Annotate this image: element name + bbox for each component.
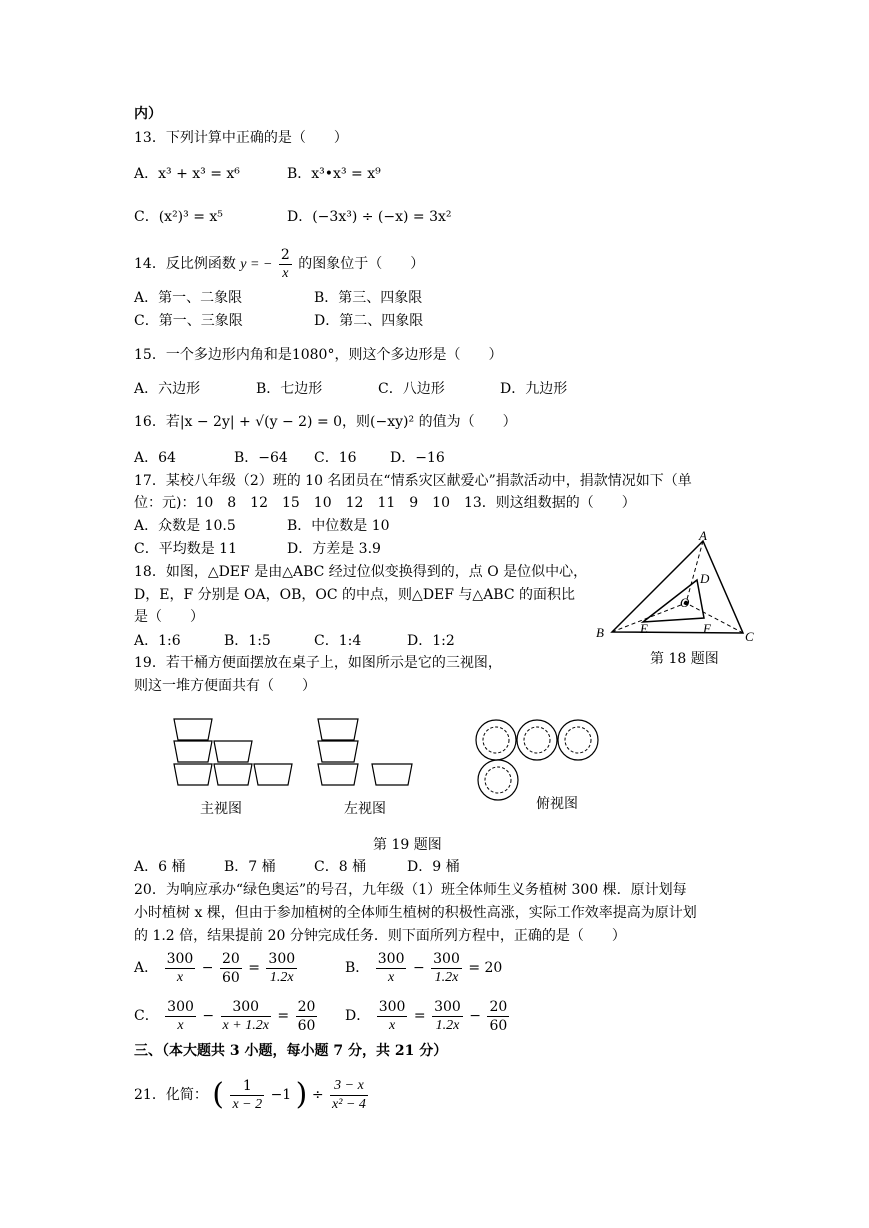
q15-option-b: B．七边形 bbox=[256, 381, 323, 397]
q21-stem: 21．化简： bbox=[134, 1087, 208, 1103]
q18-option-b: B．1:5 bbox=[224, 633, 271, 649]
q20-option-d bbox=[345, 994, 511, 1038]
q14-option-d: D．第二、四象限 bbox=[314, 313, 424, 329]
numerator: 20 bbox=[221, 950, 240, 967]
q19-option-c: C．8 桶 bbox=[314, 859, 367, 875]
q20-c-label: C． bbox=[134, 1008, 159, 1024]
denominator: 60 bbox=[489, 1017, 508, 1034]
minus-sign: − bbox=[469, 1008, 481, 1024]
left-paren: ( bbox=[212, 1077, 224, 1112]
q20-c-fraction-3 bbox=[296, 998, 318, 1035]
q20-a-fraction-2 bbox=[220, 950, 242, 987]
bowl-front-3 bbox=[214, 741, 252, 762]
numerator: 1 bbox=[230, 1077, 264, 1096]
q15-option-a: A．六边形 bbox=[134, 381, 201, 397]
numerator: 300 bbox=[377, 950, 405, 967]
front-view-label: 主视图 bbox=[200, 801, 242, 817]
denominator: 1.2x bbox=[435, 1017, 460, 1033]
top-circle-3 bbox=[558, 720, 598, 760]
top-circle-4-inner bbox=[485, 767, 511, 793]
top-circle-2-inner bbox=[524, 727, 550, 753]
q16-stem: 16．若|x − 2y| + √(y − 2) = 0，则(−xy)² 的值为（ ） bbox=[134, 414, 517, 430]
left-view-label: 左视图 bbox=[344, 801, 386, 817]
q14-stem-suffix: 的图象位于（ ） bbox=[298, 256, 425, 272]
left-view-figure bbox=[316, 716, 416, 791]
q20-d-fraction-1 bbox=[377, 998, 408, 1035]
label-c: C bbox=[745, 629, 754, 644]
label-b: B bbox=[596, 625, 604, 640]
q20-option-a bbox=[134, 946, 299, 990]
q20-d-label: D． bbox=[345, 1008, 371, 1024]
numerator: 300 bbox=[378, 998, 406, 1015]
label-d: D bbox=[700, 571, 710, 586]
q20-option-c bbox=[134, 994, 319, 1038]
q14-function-lhs: y = − bbox=[240, 257, 273, 272]
q18-option-d: D．1:2 bbox=[407, 633, 455, 649]
q20-b-fraction-1 bbox=[376, 950, 407, 987]
q20-a-label: A． bbox=[134, 960, 159, 976]
section-3-heading: 三、（本大题共 3 小题，每小题 7 分，共 21 分） bbox=[134, 1043, 448, 1059]
q19-line2: 则这一堆方便面共有（ ） bbox=[134, 678, 316, 694]
top-view-figure bbox=[472, 716, 604, 804]
bowl-left-1 bbox=[318, 719, 358, 740]
q14-option-a: A．第一、二象限 bbox=[134, 290, 243, 306]
q16-option-a: A．64 bbox=[134, 450, 176, 466]
minus-sign: − bbox=[202, 1008, 215, 1024]
q20-b-fraction-2 bbox=[431, 950, 462, 987]
bowl-front-5 bbox=[214, 764, 252, 785]
q19-figure-caption: 第 19 题图 bbox=[373, 837, 442, 853]
q18-line3: 是（ ） bbox=[134, 609, 204, 625]
front-view-figure bbox=[172, 716, 297, 791]
q17-line2: 位：元)：10 8 12 15 10 12 11 9 10 13．则这组数据的（ ） bbox=[134, 495, 636, 511]
numerator: 300 bbox=[433, 950, 460, 967]
q17-option-d: D．方差是 3.9 bbox=[287, 541, 381, 557]
q20-line1: 20．为响应承办“绿色奥运”的号召，九年级（1）班全体师生义务植树 300 棵．原计划每 bbox=[134, 882, 687, 898]
q18-triangle-figure bbox=[590, 525, 760, 650]
q15-option-d: D．九边形 bbox=[500, 381, 568, 397]
numerator: 3 − x bbox=[330, 1077, 368, 1096]
denominator: x bbox=[177, 1017, 184, 1033]
triangle-def bbox=[643, 580, 704, 622]
q14-option-b: B．第三、四象限 bbox=[314, 290, 423, 306]
denominator: x² − 4 bbox=[332, 1096, 366, 1112]
q14-fraction-numerator: 2 bbox=[280, 246, 290, 263]
right-paren: ) bbox=[295, 1077, 308, 1112]
label-e: E bbox=[640, 621, 648, 636]
equals-twenty: = 20 bbox=[468, 960, 503, 976]
q21-fraction-1 bbox=[230, 1077, 264, 1114]
q20-d-fraction-3 bbox=[487, 998, 509, 1035]
denominator: 60 bbox=[221, 969, 240, 986]
q19-line1: 19．若干桶方便面摆放在桌子上，如图所示是它的三视图， bbox=[134, 655, 502, 671]
denominator: x + 1.2x bbox=[222, 1017, 269, 1033]
q19-option-a: A．6 桶 bbox=[134, 859, 186, 875]
q16-option-d: D．−16 bbox=[390, 450, 445, 466]
denominator: x bbox=[388, 969, 395, 985]
q13-option-d: D．(−3x³) ÷ (−x) = 3x² bbox=[287, 209, 452, 225]
q13-option-c: C．(x²)³ = x⁵ bbox=[134, 209, 223, 225]
numerator: 300 bbox=[434, 998, 461, 1015]
section-heading-tail: 内） bbox=[134, 106, 162, 122]
q17-option-a: A．众数是 10.5 bbox=[134, 518, 236, 534]
denominator: x bbox=[388, 1017, 396, 1033]
denominator: 1.2x bbox=[269, 969, 294, 985]
q14-stem bbox=[134, 244, 424, 285]
label-f: F bbox=[703, 621, 711, 636]
denominator: 60 bbox=[297, 1017, 316, 1034]
q20-d-fraction-2 bbox=[432, 998, 463, 1035]
top-view-label: 俯视图 bbox=[536, 796, 578, 812]
q21-expression bbox=[134, 1070, 370, 1120]
top-circle-1-inner bbox=[483, 727, 509, 753]
denominator: 1.2x bbox=[434, 969, 459, 985]
q14-fraction-denominator: x bbox=[282, 265, 289, 281]
q13-stem: 13．下列计算中正确的是（ ） bbox=[134, 130, 348, 146]
denominator: x − 2 bbox=[232, 1096, 263, 1112]
q14-stem-prefix: 14．反比例函数 bbox=[134, 256, 236, 272]
q19-option-b: B．7 桶 bbox=[224, 859, 276, 875]
q20-line3: 的 1.2 倍，结果提前 20 分钟完成任务．则下面所列方程中，正确的是（ ） bbox=[134, 928, 626, 944]
divide-sign: ÷ bbox=[311, 1087, 324, 1103]
q18-line2: D，E，F 分别是 OA，OB，OC 的中点，则△DEF 与△ABC 的面积比 bbox=[134, 587, 576, 603]
denominator: x bbox=[176, 969, 184, 985]
bowl-front-2 bbox=[174, 741, 212, 762]
q15-stem: 15．一个多边形内角和是1080°，则这个多边形是（ ） bbox=[134, 347, 503, 363]
q14-option-c: C．第一、三象限 bbox=[134, 313, 243, 329]
equals-sign: = bbox=[248, 960, 260, 976]
bowl-left-2 bbox=[318, 741, 358, 762]
bowl-front-1 bbox=[174, 719, 212, 740]
equals-sign: = bbox=[277, 1008, 290, 1024]
bowl-front-4 bbox=[174, 764, 212, 785]
top-circle-4 bbox=[478, 760, 518, 800]
q20-c-fraction-2 bbox=[221, 998, 271, 1035]
q13-option-a: A．x³ + x³ = x⁶ bbox=[134, 166, 240, 182]
q18-option-a: A．1:6 bbox=[134, 633, 181, 649]
numerator: 20 bbox=[489, 998, 508, 1015]
q17-option-b: B．中位数是 10 bbox=[287, 518, 390, 534]
minus-one: −1 bbox=[270, 1087, 292, 1103]
q16-option-b: B．−64 bbox=[234, 450, 288, 466]
q20-c-fraction-1 bbox=[165, 998, 196, 1035]
equals-sign: = bbox=[413, 1008, 426, 1024]
q20-a-fraction-1 bbox=[165, 950, 196, 987]
numerator: 300 bbox=[221, 998, 271, 1017]
numerator: 300 bbox=[268, 950, 296, 967]
q17-line1: 17．某校八年级（2）班的 10 名团员在“情系灾区献爱心”捐款活动中，捐款情况如下（单 bbox=[134, 473, 692, 489]
q13-option-b: B．x³•x³ = x⁹ bbox=[287, 166, 381, 182]
label-a: A bbox=[699, 528, 707, 543]
q14-fraction bbox=[279, 246, 292, 283]
q17-option-c: C．平均数是 11 bbox=[134, 541, 237, 557]
q18-line1: 18．如图，△DEF 是由△ABC 经过位似变换得到的，点 O 是位似中心， bbox=[134, 564, 588, 580]
bowl-front-6 bbox=[254, 764, 292, 785]
q18-option-c: C．1:4 bbox=[314, 633, 362, 649]
q20-option-b bbox=[345, 946, 502, 990]
q21-fraction-2 bbox=[330, 1077, 368, 1114]
q15-option-c: C．八边形 bbox=[378, 381, 445, 397]
q20-line2: 小时植树 x 棵，但由于参加植树的全体师生植树的积极性高涨，实际工作效率提高为原计划 bbox=[134, 905, 697, 921]
top-circle-1 bbox=[476, 720, 516, 760]
minus-sign: − bbox=[201, 960, 214, 976]
top-circle-2 bbox=[517, 720, 557, 760]
numerator: 300 bbox=[167, 998, 194, 1015]
q20-a-fraction-3 bbox=[266, 950, 297, 987]
q19-option-d: D．9 桶 bbox=[407, 859, 460, 875]
label-o: O bbox=[680, 595, 690, 610]
q18-figure-caption: 第 18 题图 bbox=[650, 651, 719, 667]
numerator: 20 bbox=[297, 998, 316, 1015]
numerator: 300 bbox=[166, 950, 194, 967]
bowl-left-4 bbox=[372, 764, 412, 785]
minus-sign: − bbox=[412, 960, 425, 976]
top-circle-3-inner bbox=[565, 727, 591, 753]
bowl-left-3 bbox=[318, 764, 358, 785]
q16-option-c: C．16 bbox=[314, 450, 357, 466]
q20-b-label: B． bbox=[345, 960, 370, 976]
